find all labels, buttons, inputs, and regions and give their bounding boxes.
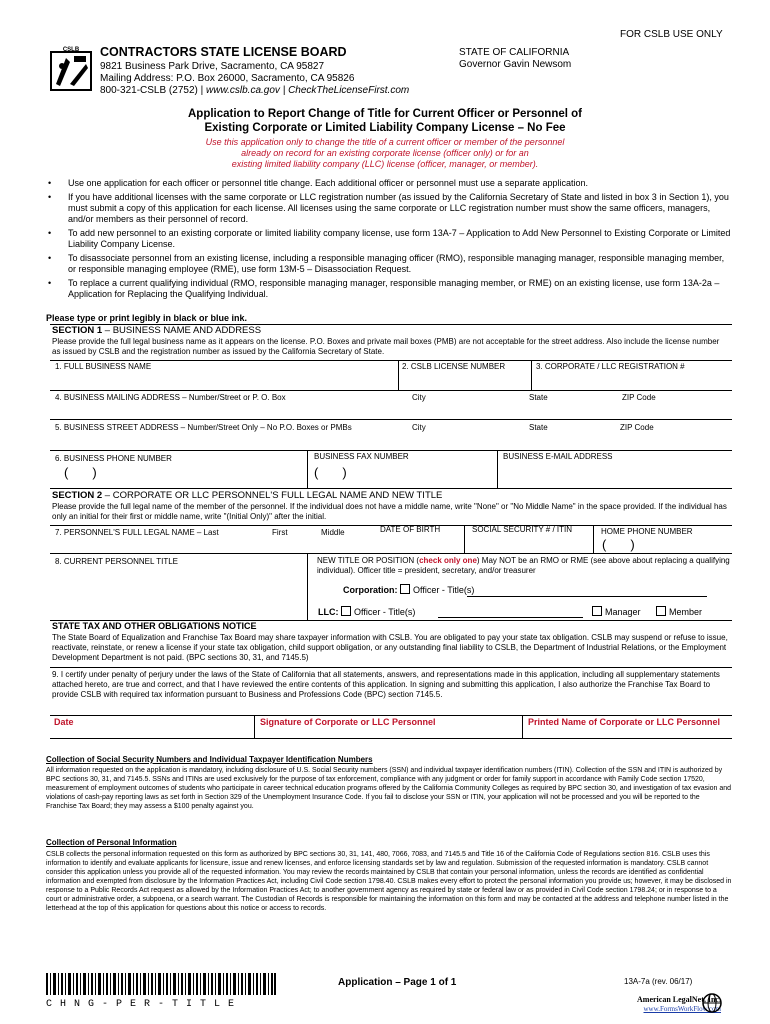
website-links[interactable]: www.cslb.ca.gov | CheckTheLicenseFirst.com [206, 85, 410, 96]
divider [50, 360, 732, 361]
tax-notice-text: The State Board of Equalization and Franchise Tax Board may share taxpayer information with CSLB. You are obligated to pay your state tax obligation. CSLB may suspend or refuse to issue, reactivate, reinstate, or renew a license if your state tax obligation, child support obligation, or any outstanding final liability to CSLB, the Department of Industrial Relations, or the Employment Development Department is not paid. (BPC sections 30, 31, and 7145.5) [52, 633, 728, 662]
new-title-text-b: ) May NOT be an RMO or RME (see above about replacing a qualifying individual). Officer title = president, secretary, and/or treasurer [317, 556, 730, 575]
divider [50, 450, 732, 451]
section-2-number: SECTION 2 [52, 490, 103, 501]
personal-info-text: CSLB collects the personal information requested on this form as authorized by BPC sections 30, 31, 141, 480, 7066, 7083, and 7145.5 and Title 16 of the California Code of Regulations section 816. CSLB uses this information to identify and evaluate applicants for licensure, issue and renew licenses, and enforce licensing standards set by law and regulation. Submission of the requested information is mandatory. CSLB cannot consider this application unless you provide all of the requested information. You may review the records maintained by CSLB that contain your personal information, unless the records are identified as confidential information and exempted from disclosure by the Information Practices Act, including Civil Code section 1798.40. CSLB makes every effort to protect the personal information you provide us; however, it may be disclosed in response to a Public Records Act request as allowed by the Information Practices Act; to another government agency as required by state or federal law or as provided in Civil Code section 1798.24; or in response to a court or administrative order, a subpoena, or a search warrant. The Custodian of Records is responsible for maintaining the information on this form and may be contacted at the address and telephone number listed in the letterhead at the top of this application for questions about this notice or access to records. [46, 851, 732, 912]
cslb-license-number-label: 2. CSLB LICENSE NUMBER [402, 362, 506, 371]
mailing-address: Mailing Address: P.O. Box 26000, Sacramento, CA 95826 [100, 73, 355, 84]
mailing-address-label: 4. BUSINESS MAILING ADDRESS – Number/Street or P. O. Box [55, 393, 286, 402]
llc-row [318, 606, 415, 618]
divider [50, 738, 732, 739]
date-label: Date [54, 717, 74, 727]
ssn-notice-heading: Collection of Social Security Numbers and Individual Taxpayer Identification Numbers [46, 755, 373, 764]
manager-label: Manager [605, 607, 641, 617]
divider [398, 360, 399, 390]
cslb-logo [48, 44, 94, 92]
new-title-instructions [317, 556, 731, 576]
ssn-label: SOCIAL SECURITY # / ITIN [472, 525, 573, 534]
llc-officer-title-label: Officer - Title(s) [354, 607, 416, 617]
bullet-item: • Use one application for each officer or personnel title change. Each additional officer or personnel must use a separate application. [46, 178, 732, 189]
section-1-top-rule [50, 324, 732, 325]
divider [50, 390, 732, 391]
bullet-item: • To replace a current qualifying individual (RMO, responsible managing manager, responsible managing member, or RME) on an existing license, use form 13A-2a – Application for Replacing the Qualifying Individual. [46, 278, 732, 300]
corporation-row [343, 584, 474, 596]
section-1-heading [52, 325, 261, 336]
personnel-name-field[interactable] [52, 539, 462, 552]
llc-member-checkbox[interactable] [656, 606, 666, 616]
date-of-birth-label: DATE OF BIRTH [380, 525, 441, 534]
llc-label: LLC: [318, 607, 339, 617]
bullet-item: • To disassociate personnel from an existing license, including a responsible managing officer (RMO), responsible managing manager, responsible managing member, or responsible managing employee (RME), use form 13M-5 – Disassociation Request. [46, 253, 732, 275]
business-fax-label: BUSINESS FAX NUMBER [314, 452, 409, 461]
state-block [459, 47, 571, 71]
mailing-zip-label: ZIP Code [622, 393, 656, 402]
registration-number-field[interactable] [533, 373, 730, 389]
form-title-line-1: Application to Report Change of Title for Current Officer or Personnel of [187, 108, 582, 120]
divider [522, 715, 523, 738]
divider [307, 450, 308, 488]
fax-area-code-open: ( [314, 465, 319, 480]
divider [464, 525, 465, 553]
divider [307, 553, 308, 620]
barcode-icon [46, 973, 276, 995]
business-email-label: BUSINESS E-MAIL ADDRESS [503, 452, 613, 461]
street-address-field[interactable] [52, 434, 730, 448]
street-zip-label: ZIP Code [620, 423, 654, 432]
corporation-label: Corporation: [343, 585, 398, 595]
divider [593, 525, 594, 553]
legalnet-logo [699, 992, 725, 1019]
form-title-line-2: Existing Corporate or Limited Liability Company License – No Fee [204, 122, 566, 134]
divider [531, 360, 532, 390]
corporation-officer-checkbox[interactable] [400, 584, 410, 594]
personnel-name-label: 7. PERSONNEL'S FULL LEGAL NAME – Last [55, 528, 219, 537]
divider [50, 553, 732, 554]
state-name: STATE OF CALIFORNIA [459, 47, 570, 58]
logo-text: CSLB [62, 47, 80, 53]
barcode-text: C H N G - P E R - T I T L E [46, 999, 236, 1010]
street-city-label: City [412, 423, 426, 432]
legalnet-url[interactable]: www.FormsWorkFlow.com [643, 1005, 721, 1013]
legalnet-globe-icon [699, 992, 725, 1014]
date-field[interactable] [52, 716, 252, 736]
first-name-label: First [272, 528, 288, 537]
area-code-close: ) [92, 465, 97, 480]
section-1-instructions: Please provide the full legal business name as it appears on the license. P.O. Boxes and private mail boxes (PMB) are not acceptable for the street address. Also include the license number as issued by CSLB and the registration number as issued by the California Secretary of State. [52, 337, 720, 356]
print-note: Please type or print legibly in black or blue ink. [46, 313, 248, 323]
certification-text: 9. I certify under penalty of perjury under the laws of the State of California that all statements, answers, and representations made in this application, including all supplementary statements attached hereto, are true and correct, and that I have reviewed the entire contents of this application. In signing and submitting this application, I also authorize the Franchise Tax Board to provide CSLB with required tax information pursuant to Business and Professions Code (BPC) section 7145.5. [52, 670, 720, 699]
home-area-code-close: ) [630, 537, 635, 552]
bullet-item: • To add new personnel to an existing corporate or limited liability company license, use form 13A-7 – Application to Add New Personnel to Existing Corporate or Limited Liability Company License. [46, 228, 732, 250]
ssn-notice-text: All information requested on the application is mandatory, including disclosure of U.S. Social Security numbers (SSN) and individual taxpayer identification numbers (ITIN). Collection of the SSN and ITIN is authorized by BPC sections 30, 31, and 7145.5. SSNs and ITINs are used exclusively for the purpose of tax enforcement, compliance with any judgment or order for family support in accordance with Family Code section 17520, measurement of employment outcomes of students who participate in career technical education programs offered by the California Community Colleges as required by BPC section 30, and investigation of tax evasion and violations of cash-pay reporting laws as set forth in Section 329 of the Unemployment Insurance Code. If you fail to disclose your SSN or ITIN, your application will not be processed and you will be reported to the Franchise Tax Board; they may assess a $100 penalty against you. [46, 767, 732, 810]
governor-name: Governor Gavin Newsom [459, 59, 572, 70]
llc-officer-title-line[interactable] [438, 617, 583, 618]
full-business-name-label: 1. FULL BUSINESS NAME [55, 362, 152, 371]
business-email-field[interactable] [500, 464, 730, 486]
form-number: 13A-7a (rev. 06/17) [624, 977, 693, 986]
fax-area-code-close: ) [342, 465, 347, 480]
form-title [0, 107, 770, 135]
section-2-heading [52, 490, 442, 501]
business-phone-field[interactable] [64, 465, 97, 480]
street-address-label [55, 423, 352, 433]
full-business-name-field[interactable] [52, 373, 396, 389]
home-phone-field[interactable] [602, 537, 635, 552]
signature-label: Signature of Corporate or LLC Personnel [260, 717, 436, 727]
corp-officer-title-label: Officer - Title(s) [413, 585, 475, 595]
agency-address [100, 61, 409, 97]
section-1-title: – BUSINESS NAME AND ADDRESS [102, 325, 262, 336]
mailing-address-field[interactable] [52, 404, 730, 418]
registration-number-label: 3. CORPORATE / LLC REGISTRATION # [536, 362, 685, 371]
llc-manager-option [592, 606, 641, 618]
street-state-label: State [529, 423, 548, 432]
home-phone-label: HOME PHONE NUMBER [601, 527, 693, 536]
cslb-license-number-field[interactable] [400, 373, 529, 389]
business-phone-label: 6. BUSINESS PHONE NUMBER [55, 454, 172, 463]
agency-name: CONTRACTORS STATE LICENSE BOARD [100, 45, 347, 59]
printed-name-label: Printed Name of Corporate or LLC Personnel [528, 717, 721, 727]
contact-line [100, 85, 409, 97]
section-2-title: – CORPORATE OR LLC PERSONNEL'S FULL LEGAL NAME AND NEW TITLE [102, 490, 443, 501]
street-address: 9821 Business Park Drive, Sacramento, CA 95827 [100, 61, 325, 72]
usage-note-line-3: existing limited liability company (LLC) license (officer, manager, or member). [231, 159, 539, 169]
llc-manager-checkbox[interactable] [592, 606, 602, 616]
cslb-logo-icon [48, 44, 94, 92]
mailing-city-label: City [412, 393, 426, 402]
bullet-item: • If you have additional licenses with the same corporate or LLC registration number (as issued by the California Secretary of State and listed in box 3 in Section 1), you must submit a copy of this application for each license. All licenses using the same corporate or LLC registration number must show the same officers, managers, and/or members as their personnel of record. [46, 192, 732, 225]
personal-info-heading: Collection of Personal Information [46, 838, 177, 847]
member-label: Member [669, 607, 703, 617]
middle-name-label: Middle [321, 528, 345, 537]
section-2-instructions: Please provide the full legal name of the member of the personnel. If the individual does not have a middle name, write "None" or "No Middle Name" in the space provided. If the individual has only an initial for their first or middle name, write "(Initial Only)" after the initial. [52, 502, 727, 521]
home-area-code-open: ( [602, 537, 607, 552]
usage-note-line-1: Use this application only to change the title of a current officer or member of the personnel [205, 137, 565, 147]
ssn-field[interactable] [466, 536, 591, 552]
llc-officer-checkbox[interactable] [341, 606, 351, 616]
divider [50, 667, 732, 668]
mailing-state-label: State [529, 393, 548, 402]
llc-member-option [656, 606, 702, 618]
instruction-bullets [46, 178, 732, 303]
usage-note [0, 137, 770, 170]
section-1-number: SECTION 1 [52, 325, 103, 336]
tax-notice-heading: STATE TAX AND OTHER OBLIGATIONS NOTICE [52, 621, 257, 631]
usage-note-line-2: already on record for an existing corporate license (officer only) or for an [241, 148, 529, 158]
page-number: Application – Page 1 of 1 [338, 977, 457, 988]
current-title-label: 8. CURRENT PERSONNEL TITLE [55, 557, 178, 566]
barcode [46, 973, 276, 1010]
divider [254, 715, 255, 738]
check-only-one: check only one [419, 556, 477, 565]
legalnet-name: American LegalNet, Inc. [637, 995, 721, 1004]
divider [497, 450, 498, 488]
current-title-field[interactable] [52, 568, 305, 618]
area-code-open: ( [64, 465, 69, 480]
phone-number: 800-321-CSLB (2752) | [100, 85, 206, 96]
divider [50, 419, 732, 420]
street-address-label-text: 5. BUSINESS STREET ADDRESS – Number/Street Only – No P.O. Boxes or PMBs [55, 423, 352, 432]
business-fax-field[interactable] [314, 465, 347, 480]
office-use-label: FOR CSLB USE ONLY [620, 29, 723, 40]
divider [50, 488, 732, 489]
corp-officer-title-line[interactable] [467, 596, 707, 597]
new-title-text-a: NEW TITLE OR POSITION ( [317, 556, 420, 565]
